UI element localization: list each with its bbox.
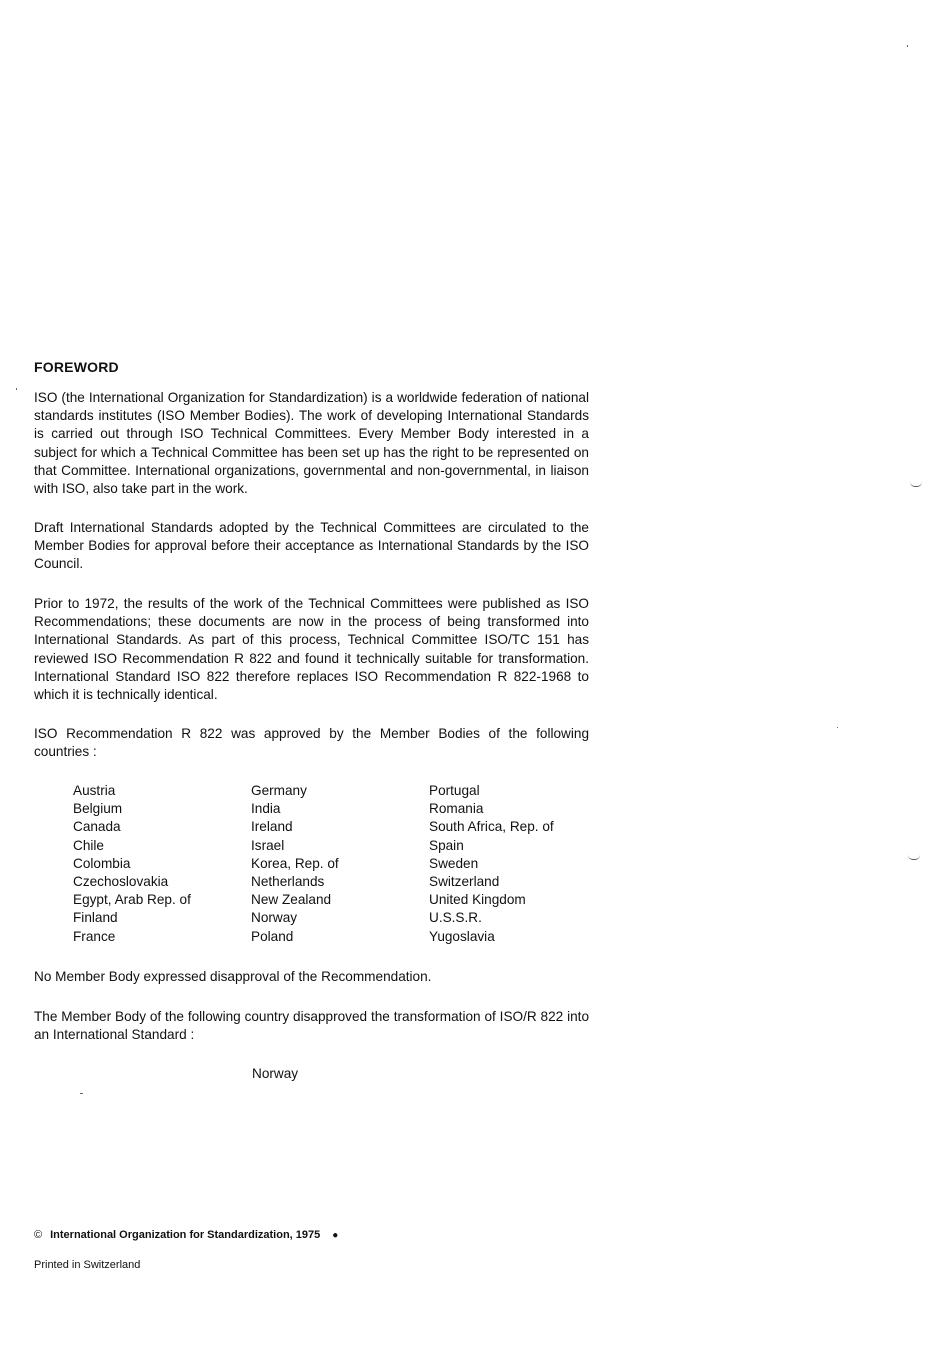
approving-countries-list [73,782,629,946]
bullet-icon: ● [332,1229,339,1241]
foreword-paragraph-draft-standards: Draft International Standards adopted by the Technical Committees are circulated to the Member Bodies for approval before their acceptance as International Standards by the ISO Council. [34,520,589,572]
country-item: Israel [251,837,285,853]
no-disapproval-statement: No Member Body expressed disapproval of the Recommendation. [34,969,432,984]
countries-column-2 [251,782,429,946]
countries-column-1 [73,782,251,946]
transformation-disapproval-statement: The Member Body of the following country disapproved the transformation of ISO/R 822 into an International Standard : [34,1009,589,1043]
copyright-text: International Organization for Standardization, 1975 [50,1229,321,1241]
country-item: U.S.S.R. [429,910,482,926]
scan-mark [910,482,922,487]
scan-mark [908,855,920,860]
country-item: Norway [251,910,298,926]
country-item: Czechoslovakia [73,874,169,890]
foreword-paragraph-transformation: Prior to 1972, the results of the work of the Technical Committees were published as ISO Recommendations; these documents are now in the process of being transformed into International Standards. As part of this process, Technical Committee ISO/TC 151 has reviewed ISO Recommendation R 822 and found it technically suitable for transformation. International Standard ISO 822 therefore replaces ISO Recommendation R 822-1968 to which it is technically identical. [34,596,589,703]
country-item: Portugal [429,783,480,798]
country-item: Korea, Rep. of [251,855,339,871]
country-item: Germany [251,783,307,798]
country-item: New Zealand [251,892,332,908]
scan-speck [80,1093,83,1094]
country-item: South Africa, Rep. of [429,819,554,835]
country-item: Netherlands [251,874,325,890]
foreword-paragraph-iso-intro: ISO (the International Organization for Standardization) is a worldwide federation of national standards institutes (ISO Member Bodies). The work of developing International Standards is carried out through ISO Technical Committees. Every Member Body interested in a subject for which a Technical Committee has been set up has the right to be represented on that Committee. International organizations, governmental and non-governmental, in liaison with ISO, also take part in the work. [34,390,589,497]
printed-location: Printed in Switzerland [34,1259,141,1271]
countries-column-3 [429,782,629,946]
country-item: Colombia [73,855,131,871]
country-item: Spain [429,837,464,853]
copyright-line [34,1229,338,1241]
country-item: Finland [73,910,118,926]
copyright-icon: © [34,1229,43,1241]
country-item: Canada [73,819,121,835]
country-item: Chile [73,837,104,853]
country-item: Egypt, Arab Rep. of [73,892,191,908]
scan-speck [907,45,908,47]
country-item: Switzerland [429,874,500,890]
country-item: Austria [73,783,116,798]
country-item: India [251,801,281,817]
country-item: Belgium [73,801,123,817]
country-item: United Kingdom [429,892,526,908]
country-item: France [73,928,116,944]
disapproving-country: Norway [252,1066,299,1081]
country-item: Poland [251,928,294,944]
scan-speck [16,388,17,390]
foreword-paragraph-approval-intro: ISO Recommendation R 822 was approved by the Member Bodies of the following countries : [34,726,589,760]
scan-speck [837,727,838,728]
country-item: Yugoslavia [429,928,495,944]
foreword-heading: FOREWORD [34,359,119,375]
country-item: Romania [429,801,484,817]
country-item: Sweden [429,855,479,871]
country-item: Ireland [251,819,293,835]
